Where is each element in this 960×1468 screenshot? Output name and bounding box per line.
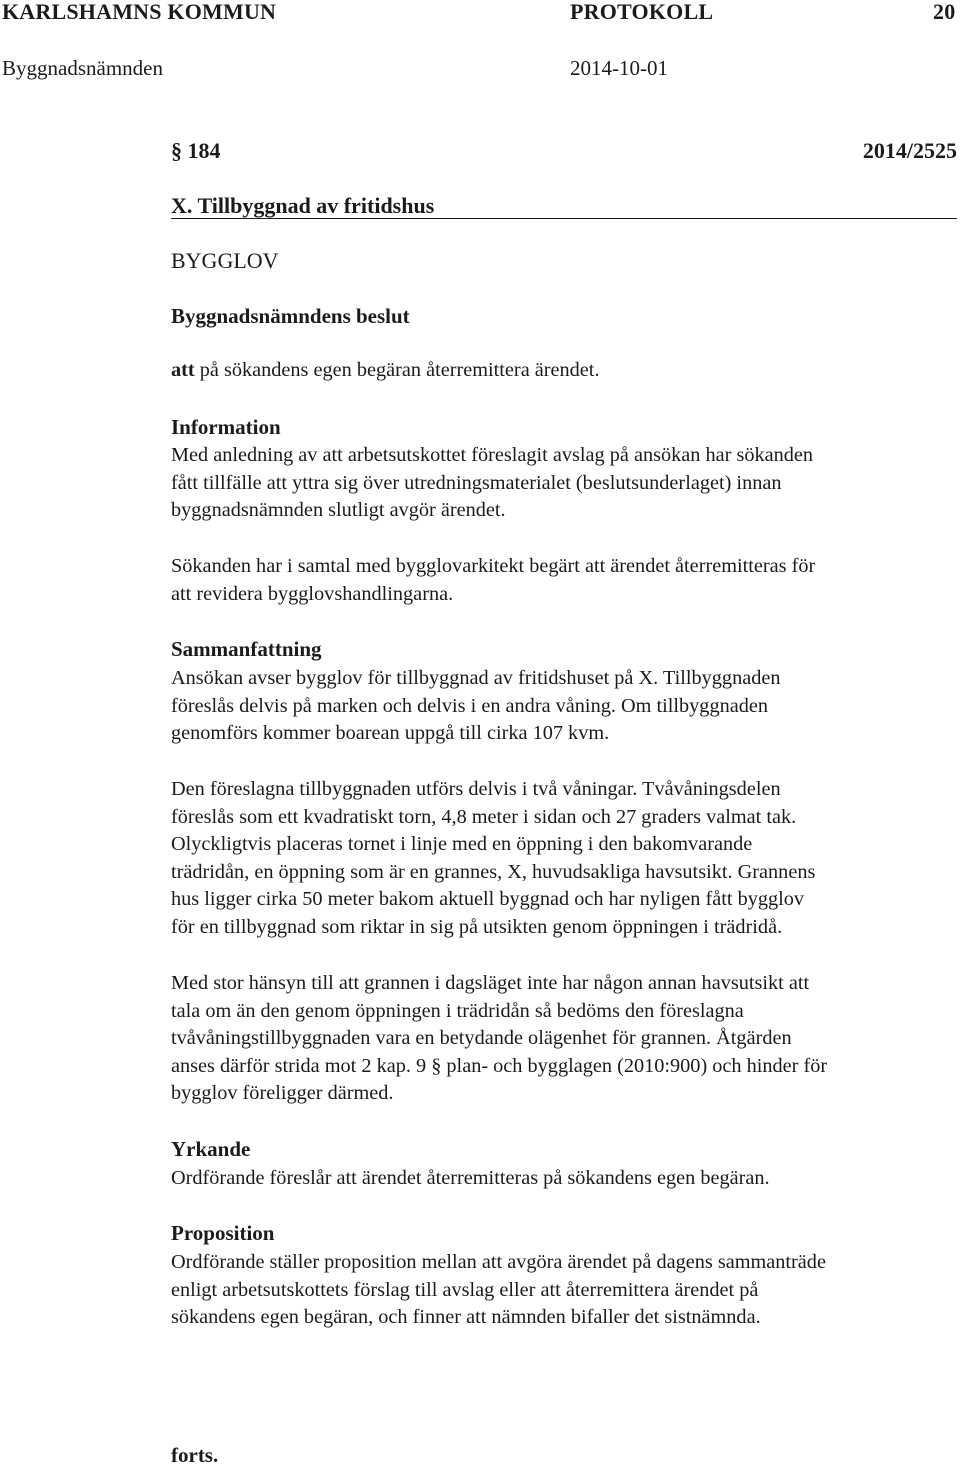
claim-heading: Yrkande [171,1137,251,1161]
text-line: hus ligger cirka 50 meter bakom aktuell byggnad och har nyligen fått bygglov [171,888,805,911]
information-heading: Information [171,415,281,439]
text-line: tvåvåningstillbyggnaden vara en betydande olägenhet för grannen. Åtgärden [171,1027,792,1050]
claim-text [171,1165,951,1193]
text-line: att revidera bygglovshandlingarna. [171,582,454,605]
text-line: fått tillfälle att yttra sig över utredningsmaterialet (beslutsunderlaget) innan [171,471,782,494]
text-line: Olyckligtvis placeras tornet i linje med en öppning i den bakomvarande [171,833,753,856]
text-line: för en tillbyggnad som riktar in sig på utsikten genom öppningen i trädridå. [171,915,783,938]
summary-paragraph-3 [171,970,951,1108]
text-line: Ordförande ställer proposition mellan att avgöra ärendet på dagens sammanträde [171,1251,826,1273]
case-number: 2014/2525 [862,138,957,163]
text-line: sökandens egen begäran, och finner att nämnden bifaller det sistnämnda. [171,1306,761,1329]
document-type: PROTOKOLL [570,0,714,24]
proposition-heading: Proposition [171,1221,275,1245]
text-line: Med stor hänsyn till att grannen i dagsläget inte har någon annan havsutsikt att [171,972,810,994]
text-line: Med anledning av att arbetsutskottet föreslagit avslag på ansökan har sökanden [171,444,814,466]
decision-body: på sökandens egen begäran återremittera ärendet. [194,359,600,381]
case-category: BYGGLOV [171,248,279,273]
text-line: anses därför strida mot 2 kap. 9 § plan- och bygglagen (2010:900) och hinder för [171,1054,828,1077]
text-line: trädridån, en öppning som är en grannes, X, huvudsakliga havsutsikt. Grannens [171,860,816,883]
org-name: KARLSHAMNS KOMMUN [2,0,277,24]
text-line: bygglov föreligger därmed. [171,1082,394,1105]
text-line: genomförs kommer boarean uppgå till cirka 107 kvm. [171,722,610,745]
text-line: Den föreslagna tillbyggnaden utförs delvis i två våningar. Tvåvåningsdelen [171,778,781,800]
text-line: Ordförande föreslår att ärendet återremitteras på sökandens egen begäran. [171,1167,770,1189]
text-line: Sökanden har i samtal med bygglovarkitekt begärt att ärendet återremitteras för [171,555,816,577]
decision-heading: Byggnadsnämndens beslut [171,304,410,328]
page-number: 20 [933,0,956,24]
continued-marker: forts. [171,1443,219,1467]
information-paragraph-2 [171,553,951,608]
case-title-text: X. Tillbyggnad av fritidshus [171,193,435,218]
decision-att: att [171,359,195,381]
meeting-date: 2014-10-01 [570,56,668,80]
text-line: föreslås som ett kvadratiskt torn, 4,8 meter i sidan och 27 graders valmat tak. [171,805,797,828]
section-number: § 184 [171,138,221,163]
summary-paragraph-1 [171,665,951,748]
text-line: enligt arbetsutskottets förslag till avslag eller att återremittera ärendet på [171,1278,759,1301]
case-title [171,193,957,219]
information-paragraph-1 [171,442,951,525]
text-line: föreslås delvis på marken och delvis i en andra våning. Om tillbyggnaden [171,694,769,717]
decision-text [171,359,600,382]
board-name: Byggnadsnämnden [2,56,163,80]
summary-heading: Sammanfattning [171,637,322,661]
summary-paragraph-2 [171,776,951,942]
text-line: Ansökan avser bygglov för tillbyggnad av fritidshuset på X. Tillbyggnaden [171,667,781,689]
text-line: byggnadsnämnden slutligt avgör ärendet. [171,499,506,522]
text-line: tala om än den genom öppningen i trädridån så bedöms den föreslagna [171,999,744,1022]
proposition-text [171,1249,951,1332]
